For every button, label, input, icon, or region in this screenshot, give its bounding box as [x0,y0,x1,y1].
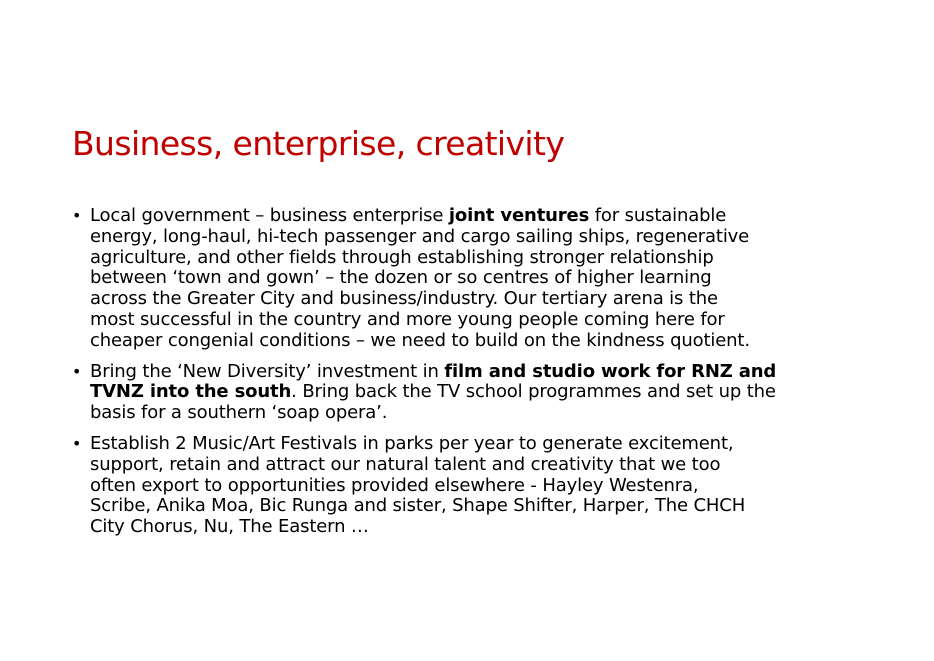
text-segment: Bring the ‘New Diversity’ investment in [90,360,445,382]
text-segment: for sustainable [589,205,727,226]
bullet-line [90,517,872,538]
text-segment: cheaper congenial conditions – we need to build on the kindness quotient. [90,329,750,351]
bold-text: film and studio work for RNZ and [444,360,777,382]
text-segment: Scribe, Anika Moa, Bic Runga and sister, Shape Shifter, Harper, The CHCH [90,495,746,517]
text-segment: . Bring back the TV school programmes and set up the [291,381,776,403]
bullet-item [72,206,872,352]
text-segment: across the Greater City and business/industry. Our tertiary arena is the [90,288,718,310]
bold-text: TVNZ into the south [90,381,292,403]
bullet-line [90,206,872,227]
text-segment: Establish 2 Music/Art Festivals in parks per year to generate excitement, [90,432,734,454]
slide-title: Business, enterprise, creativity [72,124,565,163]
bullet-line [90,434,872,455]
bullet-line [90,227,872,248]
text-segment: Local government – business enterprise [90,205,449,226]
text-segment: often export to opportunities provided elsewhere - Hayley Westenra, [90,474,699,496]
bullet-line [90,268,872,289]
bullet-line [90,331,872,352]
text-segment: support, retain and attract our natural talent and creativity that we too [90,453,721,475]
bullet-line [90,310,872,331]
bullet-line [90,289,872,310]
bullet-dot: • [72,433,82,453]
bold-text: joint ventures [448,205,590,226]
bullet-line [90,455,872,476]
bullet-item [72,362,872,424]
bullet-dot: • [72,206,82,225]
bullet-line [90,248,872,269]
text-segment: most successful in the country and more young people coming here for [90,308,725,330]
bullet-line [90,403,872,424]
text-segment: City Chorus, Nu, The Eastern … [90,516,369,538]
bullet-line [90,362,872,383]
bullet-dot: • [72,361,82,381]
bullet-item [72,434,872,538]
text-segment: energy, long-haul, hi-tech passenger and cargo sailing ships, regenerative [90,225,750,247]
text-segment: basis for a southern ‘soap opera’. [90,402,388,424]
text-segment: agriculture, and other fields through establishing stronger relationship [90,246,714,268]
bullet-line [90,496,872,517]
bullet-line [90,382,872,403]
bullet-list [72,206,872,548]
bullet-line [90,476,872,497]
text-segment: between ‘town and gown’ – the dozen or so centres of higher learning [90,267,712,289]
